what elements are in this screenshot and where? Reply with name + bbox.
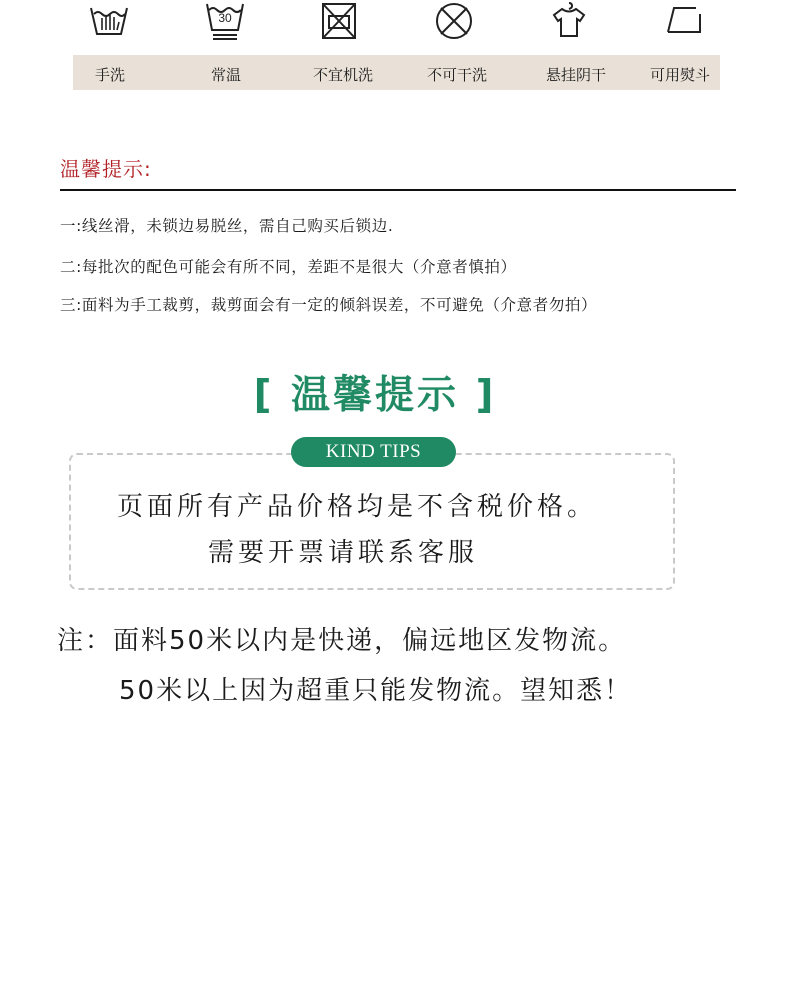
care-icons-row <box>73 0 720 44</box>
hand-wash-icon <box>88 0 130 42</box>
tips-divider <box>60 189 736 191</box>
kind-tips-line-1: 页面所有产品价格均是不含税价格。 <box>117 492 598 522</box>
tips-title: 温馨提示: <box>60 157 152 181</box>
care-label-hand-wash: 手洗 <box>94 66 126 84</box>
care-label-hang-dry: 悬挂阴干 <box>545 66 607 84</box>
care-label-no-machine-wash: 不宜机洗 <box>312 66 374 84</box>
shipping-note-line-1: 注：面料50米以内是快递，偏远地区发物流。 <box>57 626 627 656</box>
kind-tips-heading: [ 温馨提示 ] <box>253 373 497 418</box>
wash-30-icon <box>204 0 246 42</box>
tip-line-1: 一:线丝滑，未锁边易脱丝，需自己购买后锁边. <box>60 217 394 235</box>
tip-line-3: 三:面料为手工裁剪，裁剪面会有一定的倾斜误差，不可避免（介意者勿拍） <box>60 296 598 314</box>
kind-tips-badge: KIND TIPS <box>291 437 456 467</box>
iron-icon <box>663 0 705 42</box>
no-dry-clean-icon <box>433 0 475 42</box>
shipping-note-line-2: 50米以上因为超重只能发物流。望知悉！ <box>119 676 633 706</box>
kind-tips-line-2: 需要开票请联系客服 <box>208 538 479 568</box>
care-label-room-temp: 常温 <box>210 66 242 84</box>
care-label-iron: 可用熨斗 <box>649 66 711 84</box>
no-machine-wash-icon <box>318 0 360 42</box>
wash-temperature-text: 30 <box>218 11 232 25</box>
tip-line-2: 二:每批次的配色可能会有所不同，差距不是很大（介意者慎拍） <box>60 258 517 276</box>
hang-dry-icon <box>548 0 590 42</box>
care-label-no-dry-clean: 不可干洗 <box>426 66 488 84</box>
care-label-bar <box>73 55 720 90</box>
